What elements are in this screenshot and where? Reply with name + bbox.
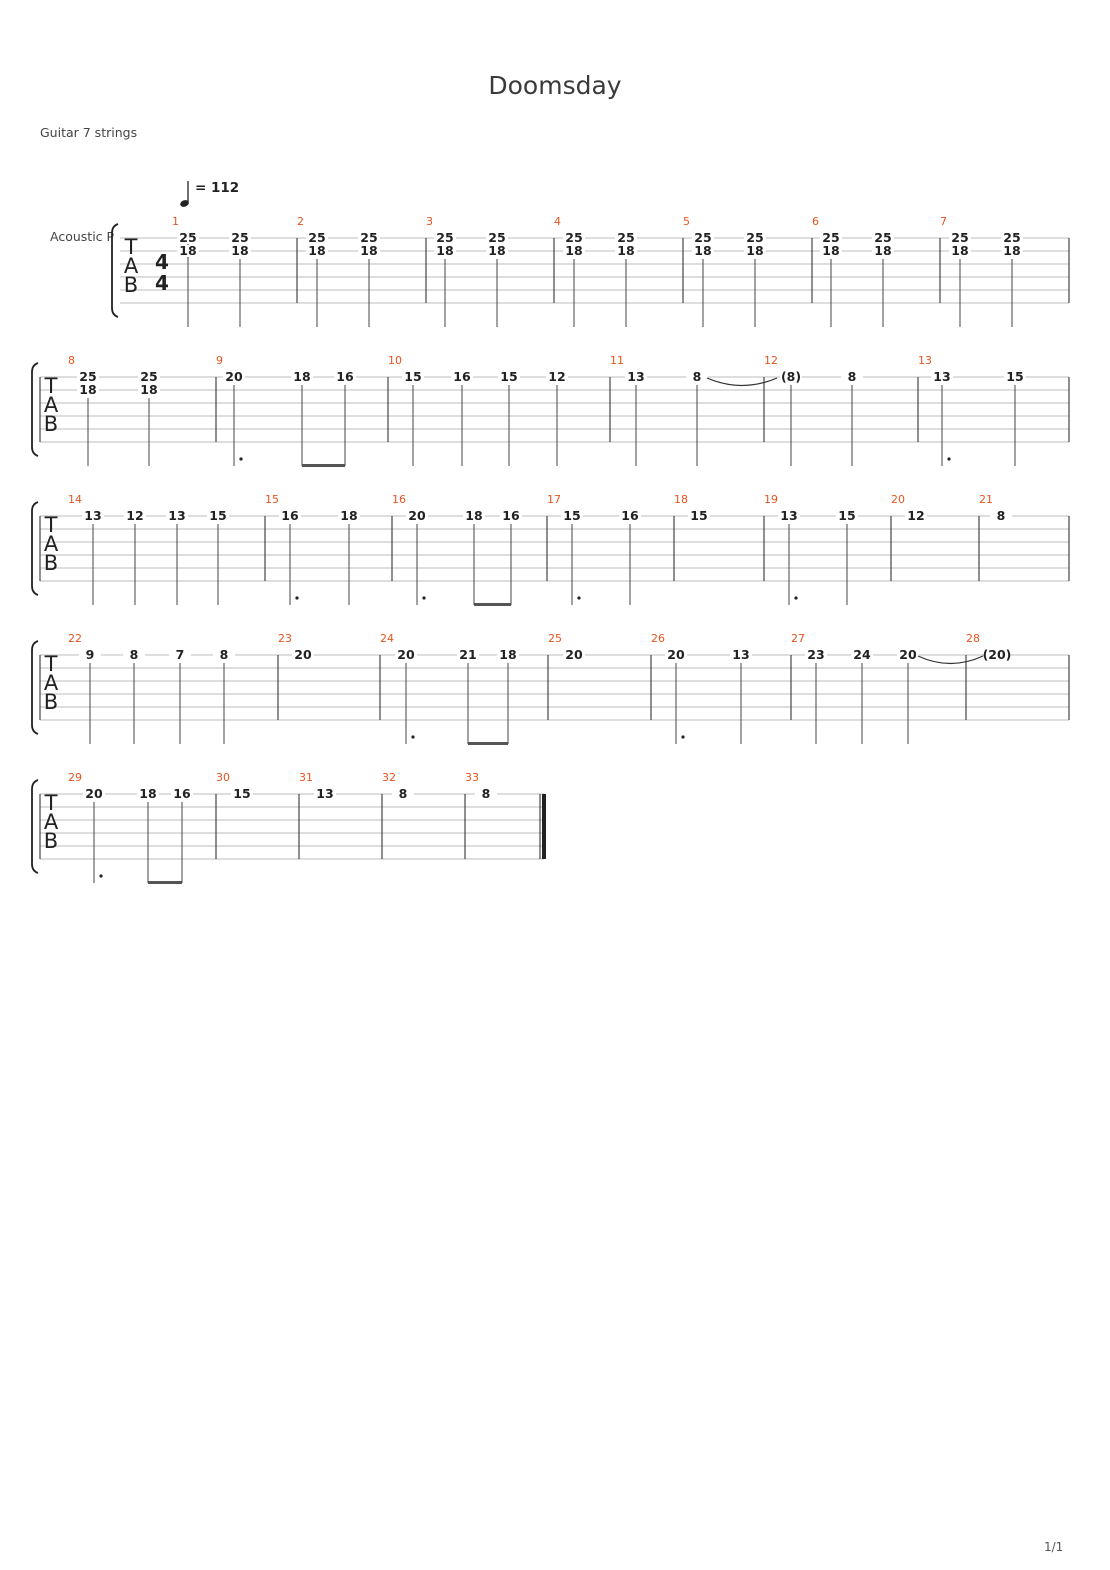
rhythm-dot — [239, 457, 242, 460]
fret-number: 23 — [807, 647, 825, 662]
instrument-subtitle: Guitar 7 strings — [40, 125, 138, 140]
measure-number: 26 — [651, 632, 665, 645]
rhythm-dot — [681, 735, 684, 738]
fret-number: 20 — [397, 647, 415, 662]
system-bracket — [32, 641, 38, 734]
measure-number: 28 — [966, 632, 980, 645]
fret-number: (20) — [982, 647, 1012, 662]
measure-number: 10 — [388, 354, 402, 367]
measure-number: 32 — [382, 771, 396, 784]
fret-number: 18 — [746, 243, 764, 258]
fret-number: 15 — [209, 508, 227, 523]
fret-number: 13 — [627, 369, 645, 384]
fret-number: 15 — [838, 508, 856, 523]
fret-number: 25 — [617, 230, 635, 245]
tab-clef-letter: B — [43, 412, 59, 436]
fret-number: 15 — [563, 508, 581, 523]
note-beam — [148, 881, 182, 884]
tab-clef-letter: A — [43, 671, 59, 695]
fret-number: 18 — [822, 243, 840, 258]
measure-number: 9 — [216, 354, 223, 367]
fret-number: 20 — [85, 786, 103, 801]
fret-number: 20 — [565, 647, 583, 662]
measure-number: 21 — [979, 493, 993, 506]
note-beam — [468, 742, 508, 745]
fret-number: 13 — [316, 786, 334, 801]
fret-number: 13 — [168, 508, 186, 523]
fret-number: 18 — [308, 243, 326, 258]
fret-number: 25 — [140, 369, 158, 384]
measure-number: 29 — [68, 771, 82, 784]
measure-number: 12 — [764, 354, 778, 367]
time-signature-bottom: 4 — [155, 271, 169, 295]
fret-number: 7 — [175, 647, 185, 662]
measure-number: 4 — [554, 215, 561, 228]
fret-number: 21 — [459, 647, 477, 662]
fret-number: 25 — [746, 230, 764, 245]
tie-arc — [918, 656, 983, 664]
measure-number: 18 — [674, 493, 688, 506]
song-title: Doomsday — [488, 71, 622, 100]
system-bracket — [32, 780, 38, 873]
fret-number: 9 — [85, 647, 95, 662]
fret-number: 20 — [899, 647, 917, 662]
fret-number: 15 — [500, 369, 518, 384]
fret-number: 18 — [694, 243, 712, 258]
fret-number: 15 — [690, 508, 708, 523]
measure-number: 11 — [610, 354, 624, 367]
tab-clef-letter: B — [123, 273, 139, 297]
measure-number: 8 — [68, 354, 75, 367]
fret-number: (8) — [780, 369, 802, 384]
fret-number: 18 — [565, 243, 583, 258]
fret-number: 18 — [360, 243, 378, 258]
fret-number: 8 — [129, 647, 139, 662]
fret-number: 16 — [453, 369, 471, 384]
fret-number: 18 — [951, 243, 969, 258]
time-signature-top: 4 — [155, 250, 169, 274]
fret-number: 20 — [408, 508, 426, 523]
measure-number: 23 — [278, 632, 292, 645]
fret-number: 13 — [780, 508, 798, 523]
rhythm-dot — [947, 457, 950, 460]
measure-number: 30 — [216, 771, 230, 784]
measure-number: 13 — [918, 354, 932, 367]
fret-number: 25 — [179, 230, 197, 245]
fret-number: 8 — [219, 647, 229, 662]
tab-clef-letter: A — [43, 532, 59, 556]
fret-number: 18 — [139, 786, 157, 801]
measure-number: 5 — [683, 215, 690, 228]
fret-number: 25 — [694, 230, 712, 245]
tab-clef-letter: T — [44, 513, 58, 537]
rhythm-dot — [422, 596, 425, 599]
fret-number: 18 — [617, 243, 635, 258]
fret-number: 18 — [499, 647, 517, 662]
measure-number: 24 — [380, 632, 394, 645]
fret-number: 25 — [1003, 230, 1021, 245]
measure-number: 33 — [465, 771, 479, 784]
fret-number: 25 — [874, 230, 892, 245]
measure-number: 2 — [297, 215, 304, 228]
rhythm-dot — [411, 735, 414, 738]
fret-number: 25 — [822, 230, 840, 245]
fret-number: 18 — [1003, 243, 1021, 258]
fret-number: 13 — [84, 508, 102, 523]
fret-number: 25 — [951, 230, 969, 245]
fret-number: 8 — [481, 786, 491, 801]
tab-clef-letter: A — [43, 393, 59, 417]
fret-number: 8 — [692, 369, 702, 384]
page-number: 1/1 — [1044, 1540, 1064, 1554]
fret-number: 16 — [173, 786, 191, 801]
measure-number: 14 — [68, 493, 82, 506]
fret-number: 16 — [502, 508, 520, 523]
fret-number: 25 — [231, 230, 249, 245]
system-bracket — [112, 224, 118, 317]
fret-number: 12 — [126, 508, 144, 523]
tie-arc — [707, 378, 777, 386]
measure-number: 20 — [891, 493, 905, 506]
fret-number: 18 — [140, 382, 158, 397]
tab-clef-letter: B — [43, 690, 59, 714]
system-bracket — [32, 502, 38, 595]
fret-number: 18 — [340, 508, 358, 523]
measure-number: 19 — [764, 493, 778, 506]
system-bracket — [32, 363, 38, 456]
tab-clef-letter: A — [43, 810, 59, 834]
fret-number: 18 — [231, 243, 249, 258]
measure-number: 1 — [172, 215, 179, 228]
tab-clef-letter: A — [123, 254, 139, 278]
fret-number: 12 — [548, 369, 566, 384]
fret-number: 24 — [853, 647, 871, 662]
tab-clef-letter: T — [44, 374, 58, 398]
rhythm-dot — [99, 874, 102, 877]
fret-number: 16 — [621, 508, 639, 523]
rhythm-dot — [794, 596, 797, 599]
fret-number: 8 — [996, 508, 1006, 523]
fret-number: 25 — [308, 230, 326, 245]
tab-clef-letter: B — [43, 829, 59, 853]
measure-number: 31 — [299, 771, 313, 784]
fret-number: 18 — [488, 243, 506, 258]
fret-number: 18 — [179, 243, 197, 258]
fret-number: 25 — [436, 230, 454, 245]
fret-number: 20 — [294, 647, 312, 662]
fret-number: 25 — [360, 230, 378, 245]
fret-number: 15 — [404, 369, 422, 384]
measure-number: 25 — [548, 632, 562, 645]
fret-number: 25 — [565, 230, 583, 245]
note-beam — [302, 464, 345, 467]
measure-number: 27 — [791, 632, 805, 645]
fret-number: 16 — [281, 508, 299, 523]
fret-number: 15 — [1006, 369, 1024, 384]
note-beam — [474, 603, 511, 606]
fret-number: 25 — [79, 369, 97, 384]
tempo-value: = 112 — [195, 180, 240, 196]
tab-clef-letter: T — [44, 791, 58, 815]
measure-number: 22 — [68, 632, 82, 645]
fret-number: 18 — [293, 369, 311, 384]
rhythm-dot — [295, 596, 298, 599]
fret-number: 12 — [907, 508, 925, 523]
fret-number: 13 — [933, 369, 951, 384]
tab-clef-letter: T — [44, 652, 58, 676]
fret-number: 18 — [436, 243, 454, 258]
fret-number: 18 — [79, 382, 97, 397]
measure-number: 16 — [392, 493, 406, 506]
fret-number: 20 — [667, 647, 685, 662]
measure-number: 7 — [940, 215, 947, 228]
fret-number: 15 — [233, 786, 251, 801]
fret-number: 18 — [874, 243, 892, 258]
fret-number: 8 — [847, 369, 857, 384]
measure-number: 17 — [547, 493, 561, 506]
tab-clef-letter: T — [124, 235, 138, 259]
fret-number: 25 — [488, 230, 506, 245]
measure-number: 3 — [426, 215, 433, 228]
fret-number: 16 — [336, 369, 354, 384]
fret-number: 8 — [398, 786, 408, 801]
fret-number: 18 — [465, 508, 483, 523]
fret-number: 20 — [225, 369, 243, 384]
track-label: Acoustic P — [50, 229, 115, 244]
fret-number: 13 — [732, 647, 750, 662]
rhythm-dot — [577, 596, 580, 599]
measure-number: 15 — [265, 493, 279, 506]
tab-clef-letter: B — [43, 551, 59, 575]
measure-number: 6 — [812, 215, 819, 228]
